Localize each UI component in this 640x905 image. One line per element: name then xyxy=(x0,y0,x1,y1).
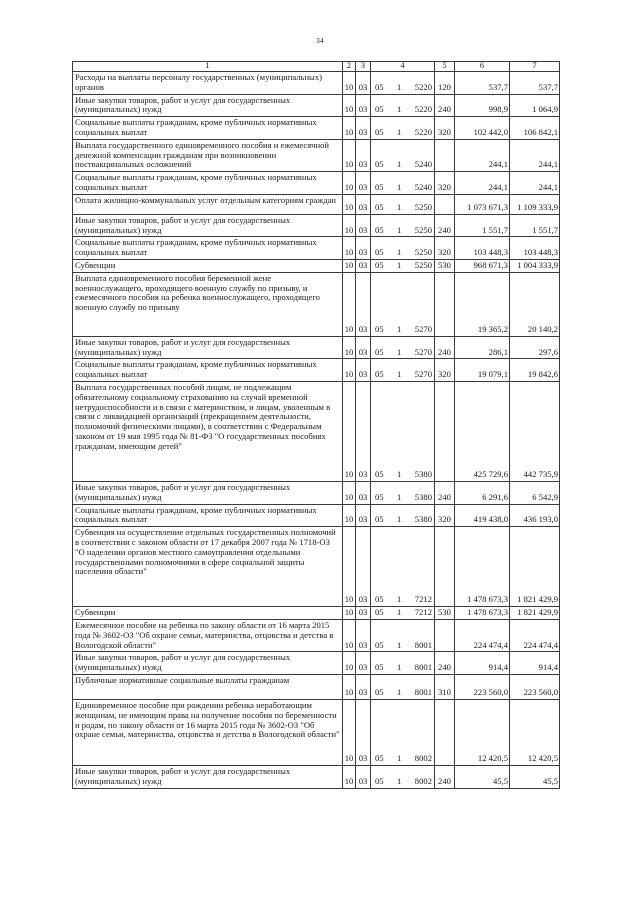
expense-name: Публичные нормативные социальные выплаты гражданам xyxy=(73,674,343,699)
target-article-cell xyxy=(371,214,435,237)
expense-type-code xyxy=(435,619,455,651)
direction-code: 8002 xyxy=(414,753,432,764)
direction-code: 5240 xyxy=(414,181,432,192)
column-number: 5 xyxy=(435,62,455,72)
expense-type-code xyxy=(435,194,455,214)
section-code: 10 xyxy=(343,336,356,359)
column-number-row xyxy=(73,62,560,72)
amount-year-2: 1 004 333,9 xyxy=(510,259,560,272)
expense-name: Иные закупки товаров, работ и услуг для государственных (муниципальных) нужд xyxy=(73,214,343,237)
amount-year-1: 244,1 xyxy=(455,172,510,195)
table-row xyxy=(73,214,560,237)
program-code: 05 xyxy=(375,469,384,480)
program-code: 05 xyxy=(375,181,384,192)
subsection-code: 03 xyxy=(356,214,371,237)
amount-year-1: 914,4 xyxy=(455,652,510,675)
amount-year-2: 244,1 xyxy=(510,172,560,195)
table-row xyxy=(73,765,560,788)
expense-type-code: 240 xyxy=(435,765,455,788)
subsection-code: 03 xyxy=(356,765,371,788)
expense-name: Иные закупки товаров, работ и услуг для государственных (муниципальных) нужд xyxy=(73,652,343,675)
amount-year-2: 914,4 xyxy=(510,652,560,675)
table-row xyxy=(73,72,560,95)
subsection-code: 03 xyxy=(356,139,371,171)
subprogram-code: 1 xyxy=(397,323,402,334)
target-article-cell xyxy=(371,359,435,382)
amount-year-2: 6 542,9 xyxy=(510,481,560,504)
table-row xyxy=(73,607,560,620)
program-code: 05 xyxy=(375,104,384,115)
amount-year-1: 6 291,6 xyxy=(455,481,510,504)
subprogram-code: 1 xyxy=(397,607,402,618)
table-row xyxy=(73,259,560,272)
table-row xyxy=(73,619,560,651)
table-row xyxy=(73,272,560,336)
target-article-cell xyxy=(371,139,435,171)
subsection-code: 03 xyxy=(356,504,371,527)
subsection-code: 03 xyxy=(356,481,371,504)
section-code: 10 xyxy=(343,94,356,117)
budget-table xyxy=(72,61,560,789)
target-article-cell xyxy=(371,607,435,620)
program-code: 05 xyxy=(375,159,384,170)
program-code: 05 xyxy=(375,662,384,673)
expense-name: Оплата жилищно-коммунальных услуг отдельным категориям граждан xyxy=(73,194,343,214)
section-code: 10 xyxy=(343,699,356,765)
amount-year-1: 1 551,7 xyxy=(455,214,510,237)
expense-type-code: 320 xyxy=(435,117,455,140)
subsection-code: 03 xyxy=(356,619,371,651)
subprogram-code: 1 xyxy=(397,469,402,480)
amount-year-1: 998,9 xyxy=(455,94,510,117)
direction-code: 5250 xyxy=(414,201,432,212)
direction-code: 5380 xyxy=(414,469,432,480)
expense-type-code: 310 xyxy=(435,674,455,699)
table-row xyxy=(73,172,560,195)
target-article-cell xyxy=(371,117,435,140)
program-code: 05 xyxy=(375,126,384,137)
target-article-cell xyxy=(371,381,435,481)
table-row xyxy=(73,481,560,504)
section-code: 10 xyxy=(343,527,356,607)
section-code: 10 xyxy=(343,139,356,171)
section-code: 10 xyxy=(343,652,356,675)
expense-name: Иные закупки товаров, работ и услуг для государственных (муниципальных) нужд xyxy=(73,481,343,504)
program-code: 05 xyxy=(375,247,384,258)
amount-year-1: 19 079,1 xyxy=(455,359,510,382)
table-row xyxy=(73,381,560,481)
amount-year-2: 1 551,7 xyxy=(510,214,560,237)
program-code: 05 xyxy=(375,259,384,270)
expense-type-code: 530 xyxy=(435,259,455,272)
section-code: 10 xyxy=(343,381,356,481)
amount-year-2: 442 735,9 xyxy=(510,381,560,481)
table-row xyxy=(73,117,560,140)
section-code: 10 xyxy=(343,194,356,214)
program-code: 05 xyxy=(375,346,384,357)
subprogram-code: 1 xyxy=(397,81,402,92)
target-article-cell xyxy=(371,172,435,195)
expense-name: Выплата единовременного пособия беременной жене военнослужащего, проходящего военную службу по призыву, и ежемесячного пособия на ребенка военнослужащего, проходящего военную службу по призыву xyxy=(73,272,343,336)
subprogram-code: 1 xyxy=(397,594,402,605)
expense-type-code xyxy=(435,272,455,336)
subprogram-code: 1 xyxy=(397,753,402,764)
direction-code: 5270 xyxy=(414,369,432,380)
target-article-cell xyxy=(371,194,435,214)
subprogram-code: 1 xyxy=(397,491,402,502)
section-code: 10 xyxy=(343,259,356,272)
amount-year-1: 286,1 xyxy=(455,336,510,359)
target-article-cell xyxy=(371,652,435,675)
expense-name: Расходы на выплаты персоналу государственных (муниципальных) органов xyxy=(73,72,343,95)
direction-code: 5220 xyxy=(414,81,432,92)
subprogram-code: 1 xyxy=(397,181,402,192)
table-row xyxy=(73,674,560,699)
amount-year-1: 968 671,3 xyxy=(455,259,510,272)
subsection-code: 03 xyxy=(356,336,371,359)
expense-name: Иные закупки товаров, работ и услуг для государственных (муниципальных) нужд xyxy=(73,765,343,788)
amount-year-1: 1 478 673,3 xyxy=(455,527,510,607)
amount-year-2: 537,7 xyxy=(510,72,560,95)
expense-type-code: 320 xyxy=(435,359,455,382)
column-number: 4 xyxy=(371,62,435,72)
subsection-code: 03 xyxy=(356,527,371,607)
program-code: 05 xyxy=(375,369,384,380)
program-code: 05 xyxy=(375,775,384,786)
amount-year-2: 297,6 xyxy=(510,336,560,359)
section-code: 10 xyxy=(343,172,356,195)
subsection-code: 03 xyxy=(356,272,371,336)
expense-type-code: 530 xyxy=(435,607,455,620)
program-code: 05 xyxy=(375,514,384,525)
table-body xyxy=(73,72,560,789)
amount-year-2: 1 821 429,9 xyxy=(510,607,560,620)
direction-code: 5240 xyxy=(414,159,432,170)
section-code: 10 xyxy=(343,214,356,237)
table-row xyxy=(73,139,560,171)
target-article-cell xyxy=(371,504,435,527)
section-code: 10 xyxy=(343,117,356,140)
subsection-code: 03 xyxy=(356,72,371,95)
direction-code: 5270 xyxy=(414,323,432,334)
expense-name: Социальные выплаты гражданам, кроме публичных нормативных социальных выплат xyxy=(73,237,343,260)
amount-year-1: 102 442,0 xyxy=(455,117,510,140)
amount-year-2: 436 193,0 xyxy=(510,504,560,527)
table-row xyxy=(73,652,560,675)
table-row xyxy=(73,94,560,117)
expense-type-code xyxy=(435,699,455,765)
subprogram-code: 1 xyxy=(397,126,402,137)
expense-name: Субвенция на осуществление отдельных государственных полномочий в соответствии с законом области от 17 декабря 2007 года № 1718-ОЗ "О наделении органов местного самоуправления отдельными государственными полномочиями в сфере социальной защиты населения области" xyxy=(73,527,343,607)
section-code: 10 xyxy=(343,359,356,382)
target-article-cell xyxy=(371,699,435,765)
expense-type-code xyxy=(435,527,455,607)
subsection-code: 03 xyxy=(356,194,371,214)
subprogram-code: 1 xyxy=(397,259,402,270)
program-code: 05 xyxy=(375,224,384,235)
subprogram-code: 1 xyxy=(397,369,402,380)
program-code: 05 xyxy=(375,201,384,212)
table-row xyxy=(73,527,560,607)
amount-year-1: 224 474,4 xyxy=(455,619,510,651)
expense-name: Иные закупки товаров, работ и услуг для государственных (муниципальных) нужд xyxy=(73,94,343,117)
expense-type-code xyxy=(435,381,455,481)
amount-year-1: 45,5 xyxy=(455,765,510,788)
direction-code: 7212 xyxy=(414,594,432,605)
amount-year-1: 425 729,6 xyxy=(455,381,510,481)
table-row xyxy=(73,699,560,765)
amount-year-2: 244,1 xyxy=(510,139,560,171)
section-code: 10 xyxy=(343,237,356,260)
section-code: 10 xyxy=(343,607,356,620)
subsection-code: 03 xyxy=(356,94,371,117)
amount-year-2: 19 842,6 xyxy=(510,359,560,382)
subsection-code: 03 xyxy=(356,381,371,481)
expense-name: Выплата государственного единовременного пособия и ежемесячной денежной компенсации гражданам при возникновении поствакцинальных осложнений xyxy=(73,139,343,171)
amount-year-1: 19 365,2 xyxy=(455,272,510,336)
expense-name: Социальные выплаты гражданам, кроме публичных нормативных социальных выплат xyxy=(73,504,343,527)
subprogram-code: 1 xyxy=(397,224,402,235)
subsection-code: 03 xyxy=(356,237,371,260)
section-code: 10 xyxy=(343,619,356,651)
table-row xyxy=(73,336,560,359)
expense-name: Единовременное пособие при рождении ребенка неработающим женщинам, не имеющим права на получение пособия по беременности и родам, по закону области от 16 марта 2015 года № 3602-ОЗ "Об охране семьи, материнства, отцовства и детства в Вологодской области" xyxy=(73,699,343,765)
expense-name: Выплата государственных пособий лицам, не подлежащим обязательному социальному страхованию на случай временной нетрудоспособности и в связи с материнством, и лицам, уволенным в связи с ликвидацией организаций (прекращением деятельности, полномочий физическими лицами), в соответствии с Федеральным законом от 19 мая 1995 года № 81-ФЗ "О государственных пособиях гражданам, имеющим детей" xyxy=(73,381,343,481)
direction-code: 8001 xyxy=(414,687,432,698)
amount-year-2: 224 474,4 xyxy=(510,619,560,651)
direction-code: 5220 xyxy=(414,104,432,115)
direction-code: 5250 xyxy=(414,247,432,258)
target-article-cell xyxy=(371,237,435,260)
amount-year-1: 244,1 xyxy=(455,139,510,171)
amount-year-1: 103 448,3 xyxy=(455,237,510,260)
amount-year-2: 223 560,0 xyxy=(510,674,560,699)
amount-year-1: 537,7 xyxy=(455,72,510,95)
direction-code: 5270 xyxy=(414,346,432,357)
section-code: 10 xyxy=(343,765,356,788)
target-article-cell xyxy=(371,619,435,651)
section-code: 10 xyxy=(343,504,356,527)
direction-code: 8002 xyxy=(414,775,432,786)
expense-name: Субвенции xyxy=(73,259,343,272)
expense-name: Ежемесячное пособие на ребенка по закону области от 16 марта 2015 года № 3602-ОЗ "Об охране семьи, материнства, отцовства и детства в Вологодской области" xyxy=(73,619,343,651)
direction-code: 5380 xyxy=(414,514,432,525)
program-code: 05 xyxy=(375,323,384,334)
program-code: 05 xyxy=(375,753,384,764)
subprogram-code: 1 xyxy=(397,662,402,673)
subprogram-code: 1 xyxy=(397,639,402,650)
expense-type-code xyxy=(435,139,455,171)
amount-year-1: 12 420,5 xyxy=(455,699,510,765)
expense-type-code: 320 xyxy=(435,504,455,527)
column-number: 7 xyxy=(510,62,560,72)
section-code: 10 xyxy=(343,674,356,699)
column-number: 2 xyxy=(343,62,356,72)
subprogram-code: 1 xyxy=(397,201,402,212)
column-number: 6 xyxy=(455,62,510,72)
expense-type-code: 240 xyxy=(435,214,455,237)
subprogram-code: 1 xyxy=(397,346,402,357)
subprogram-code: 1 xyxy=(397,159,402,170)
expense-type-code: 240 xyxy=(435,481,455,504)
section-code: 10 xyxy=(343,72,356,95)
section-code: 10 xyxy=(343,481,356,504)
amount-year-2: 1 064,9 xyxy=(510,94,560,117)
expense-name: Социальные выплаты гражданам, кроме публичных нормативных социальных выплат xyxy=(73,117,343,140)
subsection-code: 03 xyxy=(356,117,371,140)
expense-type-code: 320 xyxy=(435,172,455,195)
target-article-cell xyxy=(371,94,435,117)
subsection-code: 03 xyxy=(356,607,371,620)
target-article-cell xyxy=(371,674,435,699)
program-code: 05 xyxy=(375,687,384,698)
expense-type-code: 120 xyxy=(435,72,455,95)
direction-code: 8001 xyxy=(414,662,432,673)
program-code: 05 xyxy=(375,607,384,618)
expense-type-code: 320 xyxy=(435,237,455,260)
subprogram-code: 1 xyxy=(397,247,402,258)
table-row xyxy=(73,359,560,382)
direction-code: 7212 xyxy=(414,607,432,618)
subsection-code: 03 xyxy=(356,259,371,272)
table-row xyxy=(73,504,560,527)
expense-name: Иные закупки товаров, работ и услуг для государственных (муниципальных) нужд xyxy=(73,336,343,359)
program-code: 05 xyxy=(375,491,384,502)
subsection-code: 03 xyxy=(356,359,371,382)
expense-name: Социальные выплаты гражданам, кроме публичных нормативных социальных выплат xyxy=(73,359,343,382)
subsection-code: 03 xyxy=(356,674,371,699)
amount-year-2: 103 448,3 xyxy=(510,237,560,260)
column-number: 3 xyxy=(356,62,371,72)
subsection-code: 03 xyxy=(356,652,371,675)
expense-type-code: 240 xyxy=(435,336,455,359)
table-row xyxy=(73,237,560,260)
target-article-cell xyxy=(371,527,435,607)
target-article-cell xyxy=(371,765,435,788)
subsection-code: 03 xyxy=(356,172,371,195)
subprogram-code: 1 xyxy=(397,514,402,525)
expense-type-code: 240 xyxy=(435,94,455,117)
amount-year-1: 1 073 671,3 xyxy=(455,194,510,214)
amount-year-2: 1 821 429,9 xyxy=(510,527,560,607)
target-article-cell xyxy=(371,259,435,272)
column-number: 1 xyxy=(73,62,343,72)
amount-year-2: 106 842,1 xyxy=(510,117,560,140)
amount-year-2: 12 420,5 xyxy=(510,699,560,765)
amount-year-1: 1 478 673,3 xyxy=(455,607,510,620)
direction-code: 5250 xyxy=(414,224,432,235)
subprogram-code: 1 xyxy=(397,104,402,115)
subprogram-code: 1 xyxy=(397,687,402,698)
target-article-cell xyxy=(371,481,435,504)
amount-year-2: 45,5 xyxy=(510,765,560,788)
program-code: 05 xyxy=(375,594,384,605)
target-article-cell xyxy=(371,72,435,95)
target-article-cell xyxy=(371,272,435,336)
subsection-code: 03 xyxy=(356,699,371,765)
page-number: 34 xyxy=(315,36,325,45)
table-row xyxy=(73,194,560,214)
program-code: 05 xyxy=(375,639,384,650)
expense-name: Субвенции xyxy=(73,607,343,620)
subprogram-code: 1 xyxy=(397,775,402,786)
amount-year-2: 20 140,2 xyxy=(510,272,560,336)
direction-code: 8001 xyxy=(414,639,432,650)
expense-name: Социальные выплаты гражданам, кроме публичных нормативных социальных выплат xyxy=(73,172,343,195)
amount-year-2: 1 109 333,9 xyxy=(510,194,560,214)
direction-code: 5250 xyxy=(414,259,432,270)
program-code: 05 xyxy=(375,81,384,92)
direction-code: 5220 xyxy=(414,126,432,137)
direction-code: 5380 xyxy=(414,491,432,502)
target-article-cell xyxy=(371,336,435,359)
expense-type-code: 240 xyxy=(435,652,455,675)
amount-year-1: 223 560,0 xyxy=(455,674,510,699)
amount-year-1: 419 438,0 xyxy=(455,504,510,527)
section-code: 10 xyxy=(343,272,356,336)
